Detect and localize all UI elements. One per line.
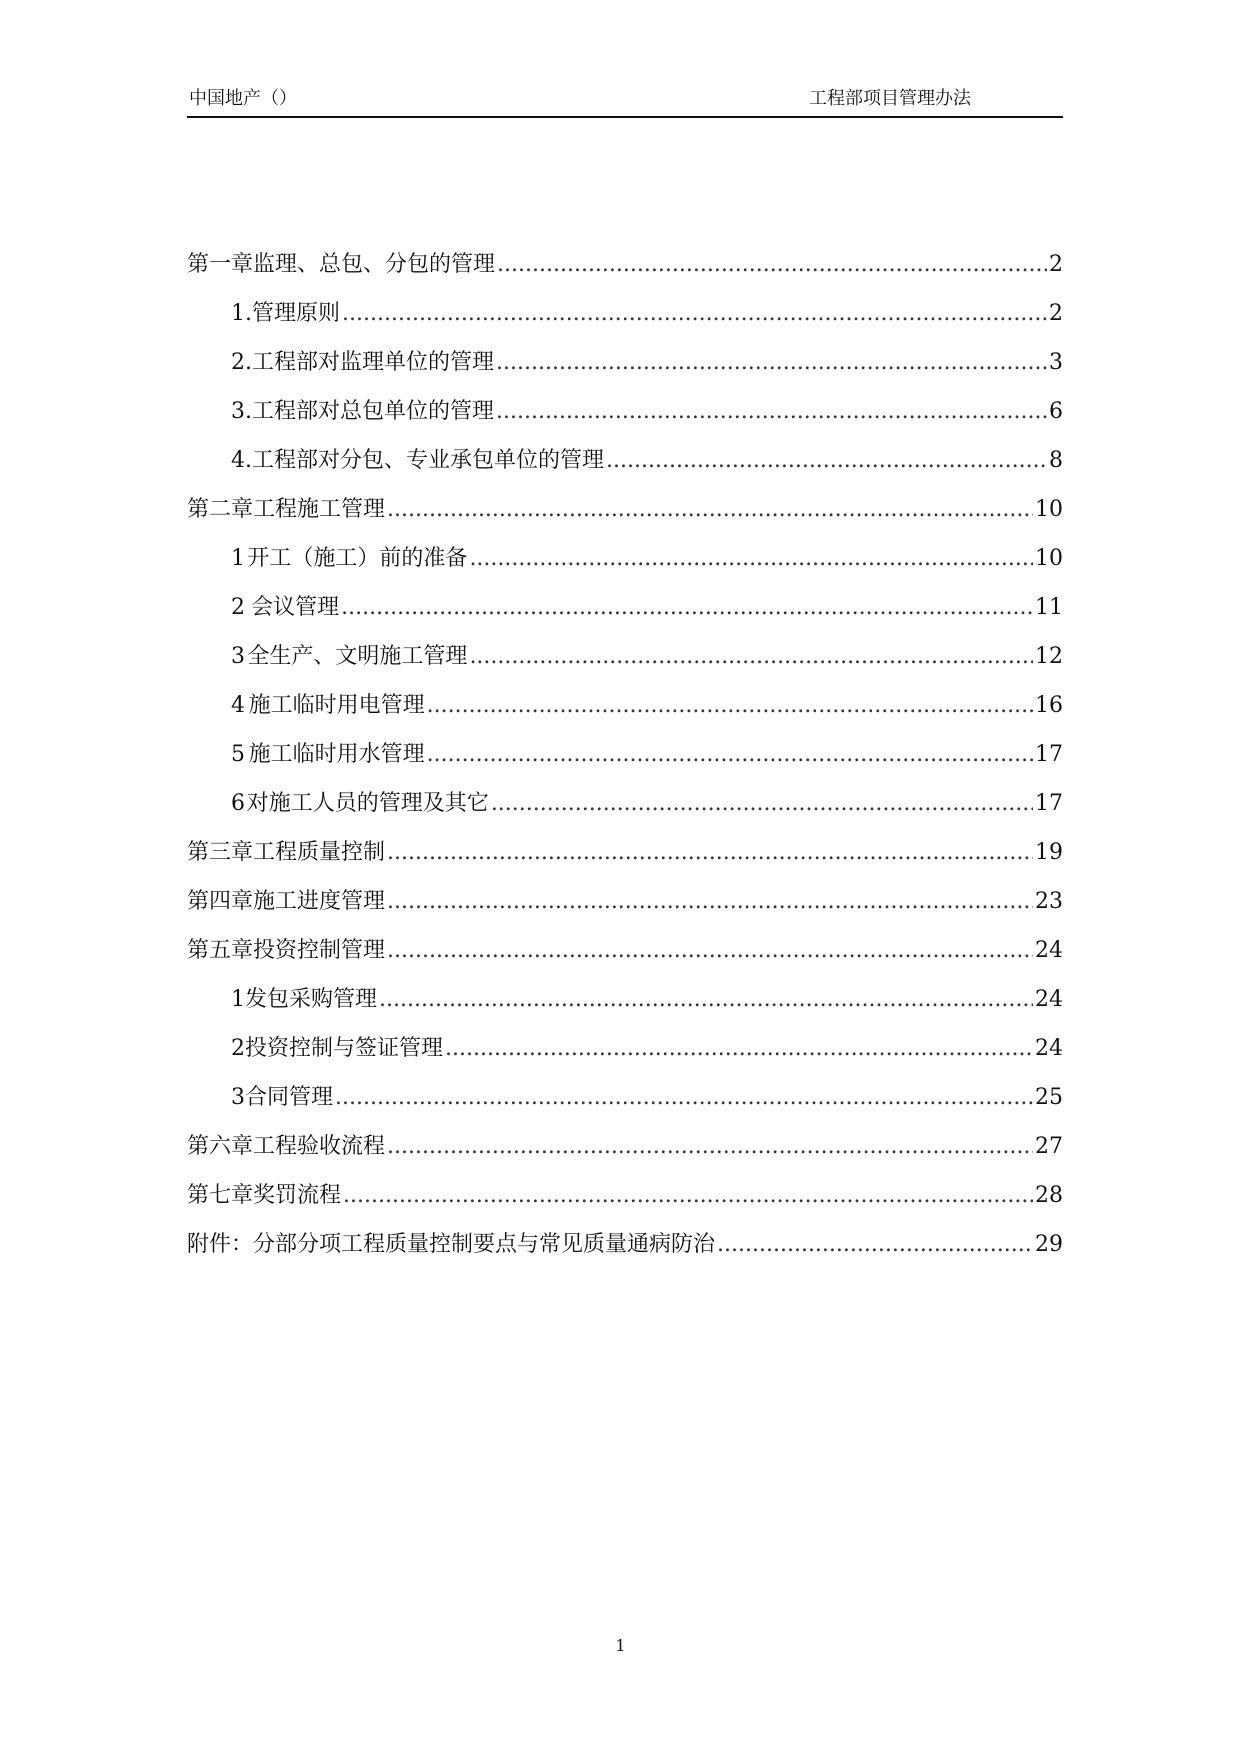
toc-dot-leader: [496, 348, 1047, 378]
toc-dot-leader: [379, 985, 1033, 1015]
toc-entry-title: 工程验收流程: [253, 1134, 386, 1159]
toc-entry-number: 第六章: [187, 1134, 254, 1159]
toc-entry-number: 第四章: [187, 889, 254, 914]
toc-entry-title: 发包采购管理: [245, 987, 378, 1012]
toc-entry-appendix[interactable]: [187, 1230, 1063, 1279]
toc-entry-page: 16: [1035, 693, 1063, 718]
toc-entry-title: 工程部对分包、专业承包单位的管理: [252, 448, 605, 473]
toc-entry-page: 12: [1035, 644, 1063, 669]
toc-entry-page: 2: [1049, 252, 1063, 277]
toc-entry-title: 投资控制与签证管理: [245, 1036, 444, 1061]
toc-entry-section[interactable]: [187, 642, 1063, 691]
toc-entry-page: 28: [1035, 1183, 1063, 1208]
toc-entry-number: 第五章: [187, 938, 254, 963]
toc-entry-number: 第三章: [187, 840, 254, 865]
toc-dot-leader: [606, 446, 1047, 476]
toc-entry-number: 4: [231, 693, 245, 718]
toc-dot-leader: [341, 593, 1033, 623]
toc-entry-number: 2.: [231, 350, 252, 375]
toc-entry-page: 8: [1049, 448, 1063, 473]
toc-entry-page: 19: [1035, 840, 1063, 865]
toc-entry-number: 第一章: [187, 252, 254, 277]
toc-entry-section[interactable]: [187, 1034, 1063, 1083]
toc-entry-section[interactable]: [187, 544, 1063, 593]
toc-entry-page: 10: [1035, 546, 1063, 571]
toc-entry-page: 29: [1035, 1232, 1063, 1257]
toc-entry-title: 工程部对总包单位的管理: [252, 399, 495, 424]
toc-entry-chapter-6[interactable]: [187, 1132, 1063, 1181]
toc-entry-number: 附件：: [187, 1232, 254, 1257]
toc-entry-chapter-2[interactable]: [187, 495, 1063, 544]
toc-entry-section[interactable]: [187, 593, 1063, 642]
toc-entry-page: 10: [1035, 497, 1063, 522]
toc-entry-number: 第二章: [187, 497, 254, 522]
toc-entry-page: 27: [1035, 1134, 1063, 1159]
toc-entry-title: 投资控制管理: [253, 938, 386, 963]
toc-entry-chapter-5[interactable]: [187, 936, 1063, 985]
page-header: [187, 86, 1063, 118]
toc-dot-leader: [496, 397, 1047, 427]
table-of-contents: [187, 250, 1063, 1279]
toc-dot-leader: [387, 936, 1033, 966]
toc-entry-section[interactable]: [187, 691, 1063, 740]
toc-entry-number: 3: [231, 644, 245, 669]
toc-entry-title: 施工临时用电管理: [248, 693, 425, 718]
toc-dot-leader: [387, 887, 1033, 917]
header-company: 中国地产（）: [189, 88, 297, 109]
page-number: 1: [615, 1636, 626, 1655]
toc-dot-leader: [427, 740, 1033, 770]
toc-dot-leader: [387, 838, 1033, 868]
toc-entry-title: 管理原则: [252, 301, 341, 326]
toc-entry-chapter-1[interactable]: [187, 250, 1063, 299]
toc-entry-page: 11: [1035, 595, 1063, 620]
toc-dot-leader: [335, 1083, 1033, 1113]
toc-dot-leader: [387, 495, 1033, 525]
toc-entry-title: 工程施工管理: [253, 497, 386, 522]
toc-entry-title: 对施工人员的管理及其它: [246, 791, 489, 816]
toc-entry-number: 6: [231, 791, 245, 816]
toc-entry-page: 24: [1035, 987, 1063, 1012]
header-document-title: 工程部项目管理办法: [809, 88, 971, 109]
toc-entry-page: 3: [1049, 350, 1063, 375]
toc-entry-section[interactable]: [187, 299, 1063, 348]
toc-entry-page: 23: [1035, 889, 1063, 914]
toc-entry-section[interactable]: [187, 985, 1063, 1034]
toc-dot-leader: [497, 250, 1047, 280]
toc-dot-leader: [342, 299, 1047, 329]
toc-entry-title: 全生产、文明施工管理: [247, 644, 468, 669]
toc-entry-number: 1: [231, 546, 245, 571]
toc-entry-page: 6: [1049, 399, 1063, 424]
toc-entry-title: 合同管理: [245, 1085, 334, 1110]
toc-entry-title: 施工进度管理: [253, 889, 386, 914]
toc-entry-page: 17: [1035, 791, 1063, 816]
toc-entry-number: 第七章: [187, 1183, 254, 1208]
toc-entry-page: 24: [1035, 1036, 1063, 1061]
toc-entry-number: 1.: [231, 301, 252, 326]
toc-dot-leader: [469, 642, 1033, 672]
toc-entry-title: 奖罚流程: [253, 1183, 342, 1208]
toc-entry-section[interactable]: [187, 740, 1063, 789]
toc-entry-title: 分部分项工程质量控制要点与常见质量通病防治: [253, 1232, 716, 1257]
toc-entry-title: 会议管理: [251, 595, 340, 620]
toc-dot-leader: [717, 1230, 1033, 1260]
toc-entry-number: 3: [231, 1085, 245, 1110]
toc-entry-title: 监理、总包、分包的管理: [253, 252, 496, 277]
toc-entry-page: 24: [1035, 938, 1063, 963]
toc-entry-number: 2: [231, 1036, 245, 1061]
toc-entry-section[interactable]: [187, 446, 1063, 495]
toc-entry-number: 5: [231, 742, 245, 767]
toc-dot-leader: [469, 544, 1033, 574]
toc-dot-leader: [491, 789, 1033, 819]
toc-entry-page: 25: [1035, 1085, 1063, 1110]
toc-entry-number: 4.: [231, 448, 252, 473]
toc-entry-section[interactable]: [187, 348, 1063, 397]
toc-entry-section[interactable]: [187, 397, 1063, 446]
toc-entry-number: 1: [231, 987, 245, 1012]
toc-entry-page: 17: [1035, 742, 1063, 767]
toc-entry-chapter-4[interactable]: [187, 887, 1063, 936]
toc-entry-title: 工程部对监理单位的管理: [252, 350, 495, 375]
toc-entry-section[interactable]: [187, 789, 1063, 838]
toc-dot-leader: [445, 1034, 1033, 1064]
toc-entry-page: 2: [1049, 301, 1063, 326]
toc-entry-title: 开工（施工）前的准备: [247, 546, 468, 571]
toc-dot-leader: [427, 691, 1033, 721]
toc-entry-number: 2: [231, 595, 245, 620]
toc-entry-chapter-3[interactable]: [187, 838, 1063, 887]
toc-dot-leader: [387, 1132, 1033, 1162]
toc-entry-title: 工程质量控制: [253, 840, 386, 865]
toc-entry-number: 3.: [231, 399, 252, 424]
toc-entry-chapter-7[interactable]: [187, 1181, 1063, 1230]
toc-dot-leader: [343, 1181, 1033, 1211]
toc-entry-section[interactable]: [187, 1083, 1063, 1132]
toc-entry-title: 施工临时用水管理: [248, 742, 425, 767]
